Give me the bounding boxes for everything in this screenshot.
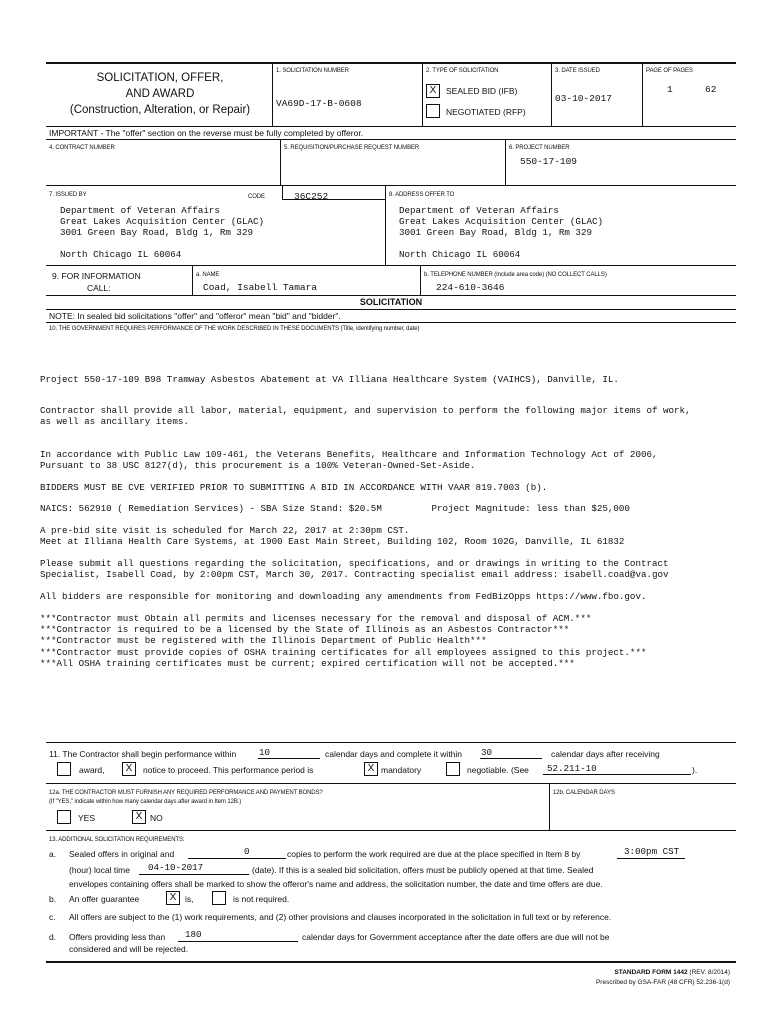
naics-paragraph: NAICS: 562910 ( Remediation Services) - SBA Size Stand: $20.5M Project Magnitude: less than $25,000 — [40, 503, 630, 514]
site-visit-paragraph: A pre-bid site visit is scheduled for March 22, 2017 at 2:30pm CST. Meet at Illiana Health Care Systems, at 1900 East Main Street, Building 102, Room 102G, Danville, IL 61832 — [40, 525, 625, 548]
telephone-value[interactable]: 224-610-3646 — [436, 282, 505, 293]
solicitation-type-label: 2. TYPE OF SOLICITATION — [426, 68, 499, 74]
item11-text3: calendar days after receiving — [551, 749, 660, 759]
prescribed-by: Prescribed by GSA-FAR (48 CFR) 52.236-1(d) — [595, 979, 730, 986]
address-offer-line2: Great Lakes Acquisition Center (GLAC) — [399, 216, 603, 228]
item13d-letter: d. — [49, 932, 57, 942]
award-label: award, — [79, 765, 105, 775]
form-identifier — [560, 968, 730, 988]
cve-verification-paragraph: BIDDERS MUST BE CVE VERIFIED PRIOR TO SUBMITTING A BID IN ACCORDANCE WITH VAAR 819.7003 (b). — [40, 482, 548, 493]
guarantee-not-checkbox[interactable] — [212, 891, 226, 905]
issued-by-address — [60, 205, 264, 239]
item13a-text3: (hour) local time — [69, 865, 130, 875]
item13b-text1: An offer guarantee — [69, 894, 140, 904]
requisition-number-label: 5. REQUISITION/PURCHASE REQUEST NUMBER — [284, 145, 420, 151]
item13b-letter: b. — [49, 894, 57, 904]
information-label-line2: CALL: — [87, 283, 111, 293]
form-title-line1: SOLICITATION, OFFER, — [96, 72, 224, 84]
public-law-paragraph: In accordance with Public Law 109-461, the Veterans Benefits, Healthcare and Information Technology Act of 2006, Pursuant to 38 USC 8127(d), this procurement is a 100% Veteran-Owned-Set-Aside. — [40, 449, 658, 472]
questions-paragraph: Please submit all questions regarding the solicitation, specifications, and or drawings in writing to the Contract Specialist, Isabell Coad, by 2:00pm CST, March 30, 2017. Contracting specialist email address: isabell.coad@va.gov — [40, 558, 669, 581]
negotiable-checkbox[interactable] — [446, 762, 460, 776]
date-issued-label: 3. DATE ISSUED — [555, 68, 600, 74]
solicitation-number-value[interactable]: VA69D-17-B-0608 — [276, 98, 362, 109]
project-number-value[interactable]: 550-17-109 — [520, 156, 578, 167]
bonds-no-checkbox[interactable] — [132, 810, 146, 824]
project-number-label: 6. PROJECT NUMBER — [509, 145, 570, 151]
bonds-yes-checkbox[interactable] — [57, 810, 71, 824]
item11-close: ). — [692, 765, 698, 775]
acceptance-days-value[interactable]: 180 — [185, 929, 202, 940]
form-title-line2: AND AWARD — [125, 88, 195, 100]
item13a-text5: envelopes containing offers shall be marked to show the offeror's name and address, the solicitation number, the date and time offers are due. — [69, 879, 603, 889]
bonds-no-check-mark: X — [135, 811, 143, 822]
item11-text2: calendar days and complete it within — [325, 749, 463, 759]
page-number: 1 — [667, 84, 673, 95]
guarantee-not-label: is not required. — [233, 894, 290, 904]
mandatory-check-mark: X — [367, 763, 375, 774]
item13-label: 13. ADDITIONAL SOLICITATION REQUIREMENTS: — [49, 837, 185, 843]
amendments-paragraph: All bidders are responsible for monitoring and downloading any amendments from FedBizOpps https://www.fbo.gov. — [40, 591, 647, 602]
guarantee-is-label: is, — [185, 894, 194, 904]
form-revision: (REV. 8/2014) — [689, 969, 730, 976]
item13a-text1: Sealed offers in original and — [69, 849, 175, 859]
telephone-label: b. TELEPHONE NUMBER (Include area code) (NO COLLECT CALLS) — [424, 272, 607, 278]
sealed-bid-checkbox[interactable] — [426, 84, 440, 98]
item12a-label-line1: 12a. THE CONTRACTOR MUST FURNISH ANY REQUIRED PERFORMANCE AND PAYMENT BONDS? — [49, 790, 323, 796]
scope-paragraph: Contractor shall provide all labor, material, equipment, and supervision to perform the following major items of work, as well as ancillary items. — [40, 405, 691, 428]
mandatory-checkbox[interactable] — [364, 762, 378, 776]
date-issued-value[interactable]: 03-10-2017 — [555, 93, 613, 104]
item13c-text: All offers are subject to the (1) work requirements, and (2) other provisions and clauses incorporated in the solicitation in full text or by reference. — [69, 912, 612, 922]
sealed-bid-note: NOTE: In sealed bid solicitations "offer" and "offeror" mean "bid" and "bidder". — [49, 311, 341, 321]
copies-value[interactable]: 0 — [244, 846, 250, 857]
address-offer-label: 8. ADDRESS OFFER TO — [389, 192, 455, 198]
notice-to-proceed-check-mark: X — [125, 763, 133, 774]
issued-by-label: 7. ISSUED BY — [49, 192, 87, 198]
see-reference-value[interactable]: 52.211-10 — [547, 763, 597, 774]
project-title: Project 550-17-109 B98 Tramway Asbestos Abatement at VA Illiana Healthcare System (VAIHCS), Danville, IL. — [40, 374, 619, 385]
issued-by-city: North Chicago IL 60064 — [60, 249, 182, 260]
item12a-label-line2: (If "YES," indicate within how many calendar days after award in Item 12B.) — [49, 799, 242, 805]
negotiable-label: negotiable. (See — [467, 765, 529, 775]
item10-label: 10. THE GOVERNMENT REQUIRES PERFORMANCE OF THE WORK DESCRIBED IN THESE DOCUMENTS (Title, identifying number, date) — [49, 326, 420, 332]
information-label-line1: 9. FOR INFORMATION — [52, 271, 141, 281]
contract-number-label: 4. CONTRACT NUMBER — [49, 145, 115, 151]
issued-by-line1: Department of Veteran Affairs — [60, 205, 220, 216]
address-offer-address — [399, 205, 603, 239]
issued-by-line3: 3001 Green Bay Road, Bldg 1, Rm 329 — [60, 227, 253, 239]
item13d-text2: calendar days for Government acceptance after the date offers are due will not be — [302, 932, 610, 942]
item13a-letter: a. — [49, 849, 57, 859]
form-name: STANDARD FORM 1442 — [614, 969, 688, 976]
due-date-value[interactable]: 04-10-2017 — [148, 862, 204, 873]
item13d-text3: considered and will be rejected. — [69, 944, 189, 954]
mandatory-label: mandatory — [381, 765, 422, 775]
item13a-text4: (date). If this is a sealed bid solicitation, offers must be publicly opened at that time. Sealed — [252, 865, 594, 875]
issued-by-line2: Great Lakes Acquisition Center (GLAC) — [60, 216, 264, 228]
issued-by-code-label: CODE — [248, 194, 265, 200]
address-offer-line1: Department of Veteran Affairs — [399, 205, 559, 216]
item13d-text1: Offers providing less than — [69, 932, 166, 942]
guarantee-is-checkbox[interactable] — [166, 891, 180, 905]
complete-days-value[interactable]: 30 — [481, 747, 493, 758]
form-title-line3: (Construction, Alteration, or Repair) — [69, 104, 251, 116]
contact-name-value[interactable]: Coad, Isabell Tamara — [203, 282, 318, 293]
important-note: IMPORTANT - The "offer" section on the reverse must be fully completed by offeror. — [49, 128, 364, 138]
notice-to-proceed-checkbox[interactable] — [122, 762, 136, 776]
page-count: 62 — [705, 84, 717, 95]
award-checkbox[interactable] — [57, 762, 71, 776]
item13c-letter: c. — [49, 912, 56, 922]
bonds-yes-label: YES — [78, 813, 96, 823]
form-title — [48, 70, 272, 118]
sealed-bid-label: SEALED BID (IFB) — [446, 86, 518, 96]
item11-text1: 11. The Contractor shall begin performance within — [49, 749, 237, 759]
address-offer-line3: 3001 Green Bay Road, Bldg 1, Rm 329 — [399, 227, 592, 239]
information-call-label — [52, 270, 141, 294]
item13a-text2: copies to perform the work required are due at the place specified in Item 8 by — [287, 849, 581, 859]
item12b-label: 12b. CALENDAR DAYS — [553, 790, 615, 796]
begin-days-value[interactable]: 10 — [259, 747, 271, 758]
issued-by-code-value[interactable]: 36C252 — [294, 191, 329, 202]
negotiated-checkbox[interactable] — [426, 104, 440, 118]
sealed-bid-check-mark: X — [429, 85, 437, 96]
due-time-value[interactable]: 3:00pm CST — [624, 846, 680, 857]
solicitation-heading: SOLICITATION — [359, 297, 423, 307]
address-offer-city: North Chicago IL 60064 — [399, 249, 521, 260]
bonds-no-label: NO — [150, 813, 163, 823]
page-of-pages-label: PAGE OF PAGES — [646, 68, 693, 74]
contractor-requirements: ***Contractor must Obtain all permits and licenses necessary for the removal and disposal of ACM.*** ***Contractor is required to be a licensed by the State of Illinois as an Asbestos Contractor*** ***Contractor must be registered with the Illinois Department of Public Health*** ***Contractor must provide copies of OSHA training certificates for all employees assigned to this project.*** ***All OSHA training certificates must be current; expired certification will not be accepted.*** — [40, 613, 647, 669]
contact-name-label: a. NAME — [196, 272, 220, 278]
guarantee-is-check-mark: X — [169, 892, 177, 903]
notice-to-proceed-label: notice to proceed. This performance period is — [143, 765, 314, 775]
negotiated-label: NEGOTIATED (RFP) — [446, 107, 526, 117]
solicitation-number-label: 1. SOLICITATION NUMBER — [276, 68, 349, 74]
